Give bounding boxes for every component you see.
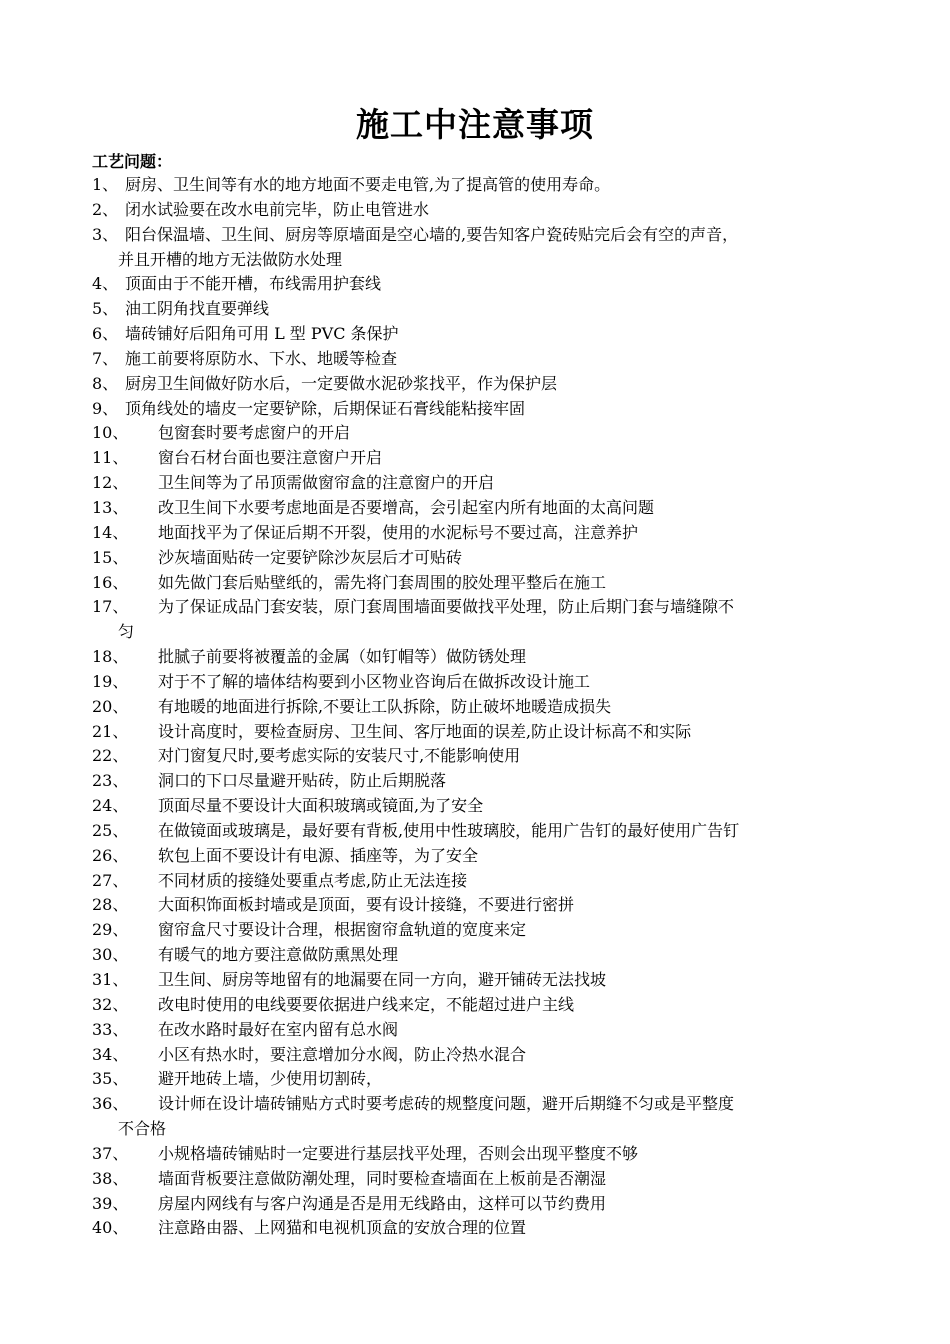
list-item <box>92 819 862 844</box>
list-item-number: 2、 <box>92 199 119 219</box>
precautions-list <box>92 173 862 1241</box>
page-title: 施工中注意事项 <box>356 105 594 144</box>
list-item-text: 改卫生间下水要考虑地面是否要增高，会引起室内所有地面的太高问题 <box>158 497 655 517</box>
list-item-number: 20、 <box>92 696 129 716</box>
list-item <box>92 943 862 968</box>
list-item-text: 卫生间等为了吊顶需做窗帘盒的注意窗户的开启 <box>158 473 495 493</box>
list-item-number: 26、 <box>92 845 129 865</box>
list-item-number: 40、 <box>92 1218 129 1238</box>
list-item-text: 有暖气的地方要注意做防熏黑处理 <box>158 945 399 965</box>
list-item <box>92 993 862 1018</box>
list-item <box>92 918 862 943</box>
list-item <box>92 695 862 720</box>
list-item-text: 设计高度时，要检查厨房、卫生间、客厅地面的误差,防止设计标高不和实际 <box>158 721 692 741</box>
list-item <box>92 521 862 546</box>
list-item-text: 设计师在设计墙砖铺贴方式时要考虑砖的规整度问题，避开后期缝不匀或是平整度 <box>158 1094 735 1114</box>
list-item-number: 12、 <box>92 473 129 493</box>
list-item-text: 顶面由于不能开槽，布线需用护套线 <box>125 274 382 294</box>
list-item <box>92 173 862 198</box>
list-item-number: 7、 <box>92 348 119 368</box>
list-item-text: 地面找平为了保证后期不开裂，使用的水泥标号不要过高，注意养护 <box>158 522 639 542</box>
list-item-number: 34、 <box>92 1044 129 1064</box>
list-item-number: 4、 <box>92 274 119 294</box>
list-item <box>92 869 862 894</box>
list-item <box>92 1192 862 1217</box>
list-item <box>92 198 862 223</box>
list-item <box>92 223 862 273</box>
list-item-text: 批腻子前要将被覆盖的金属（如钉帽等）做防锈处理 <box>158 647 527 667</box>
list-item <box>92 1043 862 1068</box>
list-item-text: 对门窗复尺时,要考虑实际的安装尺寸,不能影响使用 <box>158 746 521 766</box>
list-item-text: 在改水路时最好在室内留有总水阀 <box>158 1019 399 1039</box>
list-item <box>92 546 862 571</box>
list-item-number: 24、 <box>92 796 129 816</box>
list-item-continuation: 匀 <box>118 622 135 642</box>
list-item-text: 为了保证成品门套安装，原门套周围墙面要做找平处理，防止后期门套与墙缝隙不 <box>158 597 735 617</box>
list-item-text: 有地暖的地面进行拆除,不要让工队拆除，防止破坏地暖造成损失 <box>158 696 612 716</box>
list-item <box>92 297 862 322</box>
list-item-text: 窗帘盒尺寸要设计合理，根据窗帘盒轨道的宽度来定 <box>158 920 527 940</box>
list-item <box>92 720 862 745</box>
list-item-number: 29、 <box>92 920 129 940</box>
list-item-text: 软包上面不要设计有电源、插座等，为了安全 <box>158 845 479 865</box>
list-item-number: 31、 <box>92 970 129 989</box>
list-item-text: 洞口的下口尽量避开贴砖，防止后期脱落 <box>158 771 447 791</box>
list-item-number: 28、 <box>92 895 129 915</box>
list-item-number: 18、 <box>92 647 129 667</box>
list-item-text: 顶角线处的墙皮一定要铲除，后期保证石膏线能粘接牢固 <box>125 398 526 418</box>
list-item-text: 闭水试验要在改水电前完毕，防止电管进水 <box>125 199 430 219</box>
list-item-number: 22、 <box>92 746 129 766</box>
list-item-number: 36、 <box>92 1094 129 1114</box>
list-item-text: 施工前要将原防水、下水、地暖等检查 <box>125 348 398 368</box>
list-item-text: 避开地砖上墙，少使用切割砖， <box>158 1069 383 1089</box>
list-item-number: 11、 <box>92 448 129 468</box>
list-item-text: 不同材质的接缝处要重点考虑,防止无法连接 <box>158 870 468 890</box>
list-item-text: 窗台石材台面也要注意窗户开启 <box>158 448 383 468</box>
list-item <box>92 571 862 596</box>
list-item-text: 沙灰墙面贴砖一定要铲除沙灰层后才可贴砖 <box>158 547 463 567</box>
list-item-number: 13、 <box>92 497 129 517</box>
list-item-number: 8、 <box>92 373 119 393</box>
list-item-number: 38、 <box>92 1168 129 1188</box>
list-item-text: 厨房卫生间做好防水后，一定要做水泥砂浆找平，作为保护层 <box>125 373 558 393</box>
list-item <box>92 446 862 471</box>
list-item-number: 21、 <box>92 721 129 741</box>
list-item-number: 17、 <box>92 597 129 617</box>
list-item-number: 3、 <box>92 224 119 244</box>
list-item-text: 对于不了解的墙体结构要到小区物业咨询后在做拆改设计施工 <box>158 671 591 691</box>
list-item-continuation: 不合格 <box>118 1119 167 1139</box>
list-item-number: 27、 <box>92 870 129 890</box>
list-item-text: 大面积饰面板封墙或是顶面，要有设计接缝，不要进行密拼 <box>158 895 575 915</box>
list-item-text: 包窗套时要考虑窗户的开启 <box>158 423 351 443</box>
list-item <box>92 397 862 422</box>
list-item-text: 阳台保温墙、卫生间、厨房等原墙面是空心墙的,要告知客户瓷砖贴完后会有空的声音， <box>125 224 739 244</box>
list-item-number: 6、 <box>92 324 119 344</box>
list-item-number: 25、 <box>92 820 129 840</box>
list-item <box>92 471 862 496</box>
list-item-text: 改电时使用的电线要要依据进户线来定，不能超过进户主线 <box>158 994 575 1014</box>
list-item-text: 如先做门套后贴壁纸的，需先将门套周围的胶处理平整后在施工 <box>158 572 607 592</box>
list-item <box>92 1092 862 1142</box>
list-item-text: 墙面背板要注意做防潮处理，同时要检查墙面在上板前是否潮湿 <box>158 1168 607 1188</box>
list-item <box>92 893 862 918</box>
list-item-number: 30、 <box>92 945 129 965</box>
list-item-text: 房屋内网线有与客户沟通是否是用无线路由，这样可以节约费用 <box>158 1193 607 1213</box>
list-item <box>92 372 862 397</box>
list-item-continuation: 并且开槽的地方无法做防水处理 <box>118 249 343 269</box>
list-item <box>92 1067 862 1092</box>
list-item <box>92 1167 862 1192</box>
list-item-number: 5、 <box>92 299 119 319</box>
list-item <box>92 645 862 670</box>
list-item-number: 1、 <box>92 175 119 194</box>
list-item-text: 顶面尽量不要设计大面积玻璃或镜面,为了安全 <box>158 796 484 816</box>
list-item <box>92 744 862 769</box>
list-item-number: 10、 <box>92 423 129 443</box>
list-item <box>92 769 862 794</box>
list-item <box>92 1018 862 1043</box>
list-item-number: 23、 <box>92 771 129 791</box>
list-item <box>92 347 862 372</box>
list-item <box>92 1142 862 1167</box>
list-item-text: 卫生间、厨房等地留有的地漏要在同一方向，避开铺砖无法找坡 <box>158 970 607 989</box>
list-item <box>92 496 862 521</box>
list-item-text: 厨房、卫生间等有水的地方地面不要走电管,为了提高管的使用寿命。 <box>125 175 611 194</box>
list-item <box>92 968 862 993</box>
list-item-number: 39、 <box>92 1193 129 1213</box>
list-item-number: 19、 <box>92 671 129 691</box>
list-item-text: 小区有热水时，要注意增加分水阀，防止冷热水混合 <box>158 1044 527 1064</box>
list-item-number: 35、 <box>92 1069 129 1089</box>
list-item-number: 14、 <box>92 522 129 542</box>
list-item-number: 33、 <box>92 1019 129 1039</box>
list-item-number: 32、 <box>92 994 129 1014</box>
section-heading: 工艺问题： <box>92 152 173 171</box>
list-item <box>92 1216 862 1241</box>
list-item-text: 油工阴角找直要弹线 <box>125 299 270 319</box>
list-item-number: 15、 <box>92 547 129 567</box>
list-item <box>92 272 862 297</box>
list-item <box>92 421 862 446</box>
list-item <box>92 844 862 869</box>
list-item <box>92 595 862 645</box>
list-item-number: 16、 <box>92 572 129 592</box>
list-item-text: 小规格墙砖铺贴时一定要进行基层找平处理，否则会出现平整度不够 <box>158 1143 639 1163</box>
list-item <box>92 322 862 347</box>
list-item-text: 墙砖铺好后阳角可用 L 型 PVC 条保护 <box>125 324 399 344</box>
list-item <box>92 794 862 819</box>
list-item-number: 37、 <box>92 1143 129 1163</box>
list-item-text: 在做镜面或玻璃是，最好要有背板,使用中性玻璃胶，能用广告钉的最好使用广告钉 <box>158 820 740 840</box>
list-item-text: 注意路由器、上网猫和电视机顶盒的安放合理的位置 <box>158 1218 527 1238</box>
list-item <box>92 670 862 695</box>
list-item-number: 9、 <box>92 398 119 418</box>
